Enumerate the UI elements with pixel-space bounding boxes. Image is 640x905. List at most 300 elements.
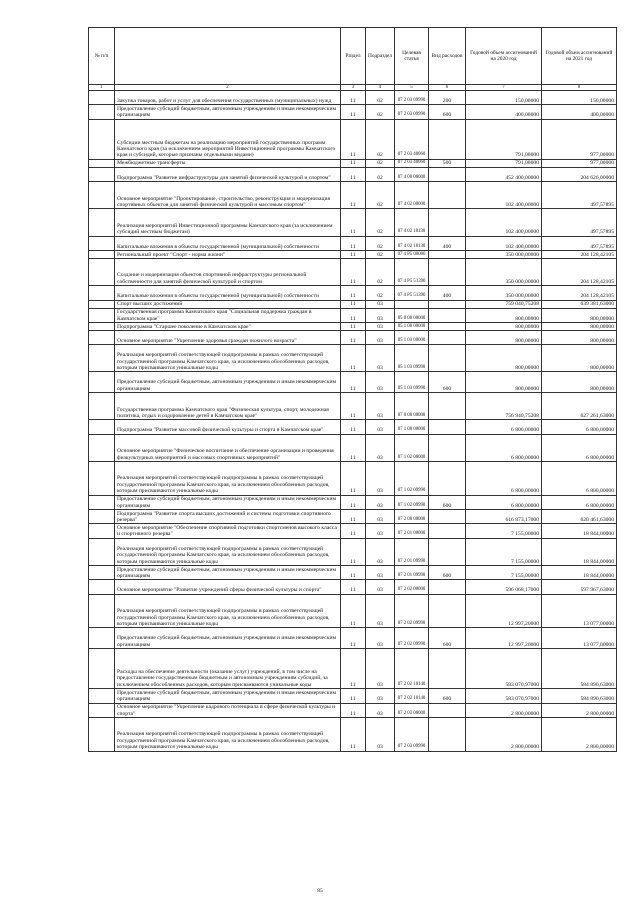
page-number: 85 — [317, 888, 323, 894]
header-name — [115, 28, 341, 85]
row-expense-type-cell: 600 — [429, 105, 466, 119]
row-amount-2021-cell: 400,00000 — [542, 105, 617, 119]
row-expense-type-cell — [429, 703, 466, 717]
row-expense-type-cell — [429, 594, 466, 628]
row-razdel-cell: 11 — [341, 703, 366, 717]
table-row — [89, 420, 617, 434]
table-row — [89, 703, 617, 717]
table-row — [89, 322, 617, 330]
row-target-article-cell: 07 2 02 10140 — [395, 649, 429, 689]
table-row — [89, 105, 617, 119]
row-amount-2020-cell: 102 400,00000 — [466, 236, 542, 250]
row-podrazdel-cell: 03 — [366, 703, 395, 717]
row-target-article-cell: 07 4 02 10130 — [395, 236, 429, 250]
row-razdel-cell: 11 — [341, 322, 366, 330]
row-amount-2020-cell: 150,00000 — [466, 91, 542, 105]
row-expense-type-cell: 600 — [429, 495, 466, 509]
row-podrazdel-cell: 02 — [366, 119, 395, 159]
row-amount-2020-cell: 800,00000 — [466, 322, 542, 330]
row-podrazdel-cell: 03 — [366, 717, 395, 751]
row-num-cell — [89, 594, 115, 628]
row-target-article-cell: 07 4 00 00000 — [395, 167, 429, 181]
row-amount-2020-cell: 791,00000 — [466, 159, 542, 167]
table-row — [89, 308, 617, 322]
row-amount-2021-cell: 18 844,00000 — [542, 524, 617, 538]
row-razdel-cell: 11 — [341, 717, 366, 751]
row-num-cell — [89, 524, 115, 538]
row-razdel-cell: 11 — [341, 167, 366, 181]
row-amount-2020-cell: 350 000,00000 — [466, 286, 542, 300]
row-podrazdel-cell: 03 — [366, 308, 395, 322]
row-podrazdel-cell: 03 — [366, 345, 395, 372]
row-name-cell: Капитальные вложения в объекты государственной (муниципальной) собственности — [115, 286, 341, 300]
row-expense-type-cell — [429, 209, 466, 236]
row-target-article-cell: 07 2 00 00000 — [395, 510, 429, 524]
table-row — [89, 649, 617, 689]
row-expense-type-cell — [429, 322, 466, 330]
row-num-cell — [89, 649, 115, 689]
row-amount-2020-cell: 583 070,97000 — [466, 649, 542, 689]
row-target-article-cell: 05 0 00 00000 — [395, 308, 429, 322]
row-amount-2020-cell: 452 400,00000 — [466, 167, 542, 181]
row-razdel-cell: 11 — [341, 105, 366, 119]
header-year-2020: Годовой объем ассигнований на 2020 год — [466, 28, 542, 85]
table-row — [89, 628, 617, 649]
row-podrazdel-cell: 03 — [366, 420, 395, 434]
row-amount-2021-cell: 800,00000 — [542, 308, 617, 322]
row-target-article-cell: 07 2 03 09990 — [395, 105, 429, 119]
row-num-cell — [89, 250, 115, 258]
row-expense-type-cell — [429, 420, 466, 434]
row-amount-2021-cell: 597 967,63000 — [542, 580, 617, 594]
row-num-cell — [89, 495, 115, 509]
row-podrazdel-cell: 02 — [366, 105, 395, 119]
row-num-cell — [89, 689, 115, 703]
row-num-cell — [89, 167, 115, 181]
table-row — [89, 717, 617, 751]
row-target-article-cell: 07 0 00 00000 — [395, 393, 429, 420]
row-target-article-cell: 05 1 03 09990 — [395, 345, 429, 372]
row-amount-2021-cell: 584 890,63000 — [542, 649, 617, 689]
row-name-cell: Региональный проект "Спорт - норма жизни" — [115, 250, 341, 258]
table-row — [89, 91, 617, 105]
table-row — [89, 286, 617, 300]
row-amount-2020-cell: 800,00000 — [466, 330, 542, 344]
row-podrazdel-cell: 03 — [366, 538, 395, 565]
row-num-cell — [89, 345, 115, 372]
row-razdel-cell: 11 — [341, 434, 366, 461]
row-name-cell: Основное мероприятие "Проектирование, строительство, реконструкция и модернизация спортивных объектов для занятий физической культурой и массовым спортом" — [115, 182, 341, 209]
row-expense-type-cell: 400 — [429, 286, 466, 300]
row-amount-2021-cell: 977,00000 — [542, 159, 617, 167]
row-num-cell — [89, 420, 115, 434]
row-expense-type-cell — [429, 345, 466, 372]
row-expense-type-cell — [429, 580, 466, 594]
row-podrazdel-cell: 03 — [366, 372, 395, 393]
column-number: 2 — [115, 85, 341, 91]
row-expense-type-cell: 500 — [429, 159, 466, 167]
row-name-cell: Спорт высших достижений — [115, 300, 341, 308]
row-podrazdel-cell: 02 — [366, 209, 395, 236]
row-expense-type-cell — [429, 167, 466, 181]
table-row — [89, 182, 617, 209]
row-razdel-cell: 11 — [341, 308, 366, 322]
row-amount-2021-cell: 497,57895 — [542, 182, 617, 209]
header-expense-type: Вид расходов — [429, 28, 466, 85]
row-amount-2020-cell: 800,00000 — [466, 345, 542, 372]
row-razdel-cell: 11 — [341, 495, 366, 509]
row-target-article-cell: 07 2 02 09990 — [395, 628, 429, 649]
column-number: 5 — [395, 85, 429, 91]
row-podrazdel-cell: 03 — [366, 434, 395, 461]
table-row — [89, 330, 617, 344]
row-razdel-cell: 11 — [341, 372, 366, 393]
row-amount-2021-cell: 2 800,00000 — [542, 717, 617, 751]
row-amount-2021-cell: 6 800,00000 — [542, 434, 617, 461]
row-razdel-cell: 11 — [341, 182, 366, 209]
table-row — [89, 538, 617, 565]
row-num-cell — [89, 566, 115, 580]
row-expense-type-cell — [429, 462, 466, 496]
row-amount-2020-cell: 6 800,00000 — [466, 462, 542, 496]
row-podrazdel-cell: 02 — [366, 91, 395, 105]
row-amount-2021-cell: 977,00000 — [542, 119, 617, 159]
row-amount-2020-cell: 7 155,00000 — [466, 566, 542, 580]
row-podrazdel-cell: 02 — [366, 286, 395, 300]
row-target-article-cell: 07 2 03 00000 — [395, 703, 429, 717]
row-num-cell — [89, 372, 115, 393]
table-row — [89, 250, 617, 258]
row-amount-2021-cell: 13 077,00000 — [542, 628, 617, 649]
row-expense-type-cell — [429, 330, 466, 344]
row-amount-2020-cell: 350 000,00000 — [466, 250, 542, 258]
row-target-article-cell: 07 2 01 09990 — [395, 566, 429, 580]
table-row — [89, 524, 617, 538]
row-razdel-cell: 11 — [341, 524, 366, 538]
row-razdel-cell: 11 — [341, 258, 366, 285]
row-num-cell — [89, 330, 115, 344]
row-name-cell: Предоставление субсидий бюджетным, автономным учреждениям и иным некоммерческим организациям — [115, 689, 341, 703]
row-razdel-cell: 11 — [341, 420, 366, 434]
row-podrazdel-cell: 02 — [366, 250, 395, 258]
row-amount-2020-cell: 2 800,00000 — [466, 703, 542, 717]
row-name-cell: Создание и модернизация объектов спортивной инфраструктуры региональной собственности для занятий физической культурой и спортом — [115, 258, 341, 285]
row-num-cell — [89, 308, 115, 322]
row-name-cell: Основное мероприятие "Укрепление кадрового потенциала в сфере физической культуры и спорта" — [115, 703, 341, 717]
row-name-cell: Подпрограмма "Развитие массовой физической культуры и спорта в Камчатском крае" — [115, 420, 341, 434]
row-target-article-cell: 05 1 03 00000 — [395, 330, 429, 344]
row-amount-2020-cell: 616 873,17000 — [466, 510, 542, 524]
row-podrazdel-cell: 02 — [366, 167, 395, 181]
row-target-article-cell: 05 1 00 00000 — [395, 322, 429, 330]
row-target-article-cell: 07 1 02 00000 — [395, 434, 429, 461]
row-amount-2020-cell: 6 800,00000 — [466, 420, 542, 434]
row-expense-type-cell — [429, 393, 466, 420]
row-amount-2021-cell: 800,00000 — [542, 330, 617, 344]
row-amount-2021-cell: 639 381,63000 — [542, 300, 617, 308]
row-amount-2021-cell: 18 844,00000 — [542, 538, 617, 565]
row-razdel-cell: 11 — [341, 236, 366, 250]
row-name-cell: Основное мероприятие "Физическое воспитание и обеспечение организации и проведения физкультурных мероприятий и массовых спортивных мероприятий" — [115, 434, 341, 461]
header-target-article: Целевая статья — [395, 28, 429, 85]
row-num-cell — [89, 580, 115, 594]
row-amount-2020-cell: 6 800,00000 — [466, 495, 542, 509]
row-name-cell: Основное мероприятие "Обеспечение спортивной подготовки спортсменов высокого класса и спортивного резерва" — [115, 524, 341, 538]
row-razdel-cell: 11 — [341, 594, 366, 628]
row-amount-2021-cell: 800,00000 — [542, 322, 617, 330]
row-num-cell — [89, 105, 115, 119]
row-name-cell: Основное мероприятие "Укрепление здоровья граждан пожилого возраста" — [115, 330, 341, 344]
row-target-article-cell: 07 2 02 00000 — [395, 580, 429, 594]
row-amount-2021-cell: 204 128,42105 — [542, 250, 617, 258]
row-target-article-cell: 07 2 03 40060 — [395, 119, 429, 159]
table-row — [89, 495, 617, 509]
table-row — [89, 345, 617, 372]
row-podrazdel-cell: 03 — [366, 580, 395, 594]
column-number: 1 — [89, 85, 115, 91]
row-amount-2020-cell: 400,00000 — [466, 105, 542, 119]
row-target-article-cell: 07 2 01 00000 — [395, 524, 429, 538]
row-razdel-cell: 11 — [341, 209, 366, 236]
row-num-cell — [89, 286, 115, 300]
row-razdel-cell: 11 — [341, 250, 366, 258]
row-podrazdel-cell: 03 — [366, 495, 395, 509]
row-num-cell — [89, 236, 115, 250]
table-row — [89, 594, 617, 628]
row-name-cell: Подпрограмма "Развитие инфраструктуры для занятий физической культурой и спортом" — [115, 167, 341, 181]
row-podrazdel-cell: 03 — [366, 322, 395, 330]
table-row — [89, 580, 617, 594]
row-razdel-cell: 11 — [341, 628, 366, 649]
budget-table-sheet — [88, 27, 616, 752]
row-podrazdel-cell: 02 — [366, 258, 395, 285]
row-amount-2020-cell: 102 400,00000 — [466, 182, 542, 209]
row-expense-type-cell — [429, 182, 466, 209]
row-expense-type-cell: 600 — [429, 372, 466, 393]
row-name-cell: Предоставление субсидий бюджетным, автономным учреждениям и иным некоммерческим организациям — [115, 105, 341, 119]
row-name-cell: Государственная программа Камчатского края "Социальная поддержка граждан в Камчатском крае" — [115, 308, 341, 322]
table-row — [89, 236, 617, 250]
row-num-cell — [89, 717, 115, 751]
column-number: 3 — [341, 85, 366, 91]
row-razdel-cell: 11 — [341, 345, 366, 372]
table-row — [89, 372, 617, 393]
row-amount-2020-cell: 596 068,17000 — [466, 580, 542, 594]
row-name-cell: Реализация мероприятий соответствующей подпрограммы в рамках соответствующей государственной программы Камчатского края, за исключением обособленных расходов, которым присваиваются уникальные коды — [115, 594, 341, 628]
row-target-article-cell: 07 1 02 09990 — [395, 495, 429, 509]
row-podrazdel-cell: 02 — [366, 182, 395, 209]
row-expense-type-cell — [429, 258, 466, 285]
row-amount-2021-cell: 6 800,00000 — [542, 420, 617, 434]
row-razdel-cell: 11 — [341, 538, 366, 565]
row-expense-type-cell — [429, 538, 466, 565]
row-name-cell: Подпрограмма "Развитие спорта высших достижений и системы подготовки спортивного резерва" — [115, 510, 341, 524]
row-podrazdel-cell: 02 — [366, 236, 395, 250]
row-num-cell — [89, 300, 115, 308]
row-name-cell: Реализация мероприятий соответствующей подпрограммы в рамках соответствующей государственной программы Камчатского края, за исключением обособленных расходов, которым присваиваются уникальные коды — [115, 717, 341, 751]
row-name-cell: Предоставление субсидий бюджетным, автономным учреждениям и иным некоммерческим организациям — [115, 372, 341, 393]
row-razdel-cell: 11 — [341, 91, 366, 105]
row-amount-2020-cell: 800,00000 — [466, 308, 542, 322]
table-row — [89, 119, 617, 159]
row-num-cell — [89, 209, 115, 236]
row-name-cell: Реализация мероприятий Инвестиционной программы Камчатского края (за исключением субсидий местным бюджетам) — [115, 209, 341, 236]
row-expense-type-cell: 600 — [429, 628, 466, 649]
row-razdel-cell: 11 — [341, 580, 366, 594]
row-target-article-cell: 07 2 02 10140 — [395, 689, 429, 703]
column-number: 6 — [429, 85, 466, 91]
header-razdel: Раздел — [341, 28, 366, 85]
header-num: № п/п — [89, 28, 115, 85]
table-row — [89, 510, 617, 524]
row-num-cell — [89, 628, 115, 649]
row-num-cell — [89, 510, 115, 524]
row-name-cell: Предоставление субсидий бюджетным, автономным учреждениям и иным некоммерческим организациям — [115, 628, 341, 649]
row-expense-type-cell — [429, 649, 466, 689]
row-target-article-cell: 07 2 03 40060 — [395, 159, 429, 167]
row-target-article-cell: 07 2 03 09990 — [395, 91, 429, 105]
row-razdel-cell: 11 — [341, 689, 366, 703]
row-name-cell: Предоставление субсидий бюджетным, автономным учреждениям и иным некоммерческим организациям — [115, 495, 341, 509]
row-podrazdel-cell: 03 — [366, 330, 395, 344]
row-num-cell — [89, 182, 115, 209]
row-amount-2021-cell: 18 844,00000 — [542, 566, 617, 580]
row-expense-type-cell — [429, 308, 466, 322]
table-row — [89, 167, 617, 181]
row-amount-2020-cell: 102 400,00000 — [466, 209, 542, 236]
row-name-cell: Предоставление субсидий бюджетным, автономным учреждениям и иным некоммерческим организациям — [115, 566, 341, 580]
table-row — [89, 209, 617, 236]
row-name-cell: Реализация мероприятий соответствующей подпрограммы в рамках соответствующей государственной программы Камчатского края, за исключением обособленных расходов, которым присваиваются уникальные коды — [115, 345, 341, 372]
row-razdel-cell: 11 — [341, 330, 366, 344]
row-expense-type-cell — [429, 510, 466, 524]
row-expense-type-cell — [429, 717, 466, 751]
row-amount-2020-cell: 12 997,20000 — [466, 594, 542, 628]
row-num-cell — [89, 119, 115, 159]
row-target-article-cell: 07 4 P5 51390 — [395, 286, 429, 300]
row-razdel-cell: 11 — [341, 566, 366, 580]
row-amount-2020-cell: 12 997,20000 — [466, 628, 542, 649]
header-year-2021: Годовой объем ассигнований на 2021 год — [542, 28, 617, 85]
row-name-cell: Подпрограмма "Старшее поколение в Камчатском крае" — [115, 322, 341, 330]
row-name-cell: Расходы на обеспечение деятельности (оказание услуг) учреждений, в том числе на предоставление государственным бюджетным и автономным учреждениям субсидий, за исключением обособленных расходов, которым присваиваются уникальные коды — [115, 649, 341, 689]
budget-table — [88, 27, 617, 752]
row-amount-2020-cell: 7 155,00000 — [466, 524, 542, 538]
row-podrazdel-cell: 03 — [366, 524, 395, 538]
row-name-cell: Реализация мероприятий соответствующей подпрограммы в рамках соответствующей государственной программы Камчатского края, за исключением обособленных расходов, которым присваиваются уникальные коды — [115, 538, 341, 565]
row-amount-2021-cell: 584 890,63000 — [542, 689, 617, 703]
row-amount-2020-cell: 2 800,00000 — [466, 717, 542, 751]
row-amount-2020-cell: 791,00000 — [466, 119, 542, 159]
row-amount-2020-cell: 759 040,75208 — [466, 300, 542, 308]
row-podrazdel-cell: 03 — [366, 510, 395, 524]
row-num-cell — [89, 462, 115, 496]
row-amount-2021-cell: 204 626,00000 — [542, 167, 617, 181]
row-target-article-cell: 07 1 00 00000 — [395, 420, 429, 434]
row-amount-2021-cell: 800,00000 — [542, 345, 617, 372]
row-razdel-cell: 11 — [341, 300, 366, 308]
row-amount-2020-cell: 583 070,97000 — [466, 689, 542, 703]
row-target-article-cell: 07 4 P5 00000 — [395, 250, 429, 258]
row-amount-2021-cell: 6 800,00000 — [542, 495, 617, 509]
row-podrazdel-cell: 03 — [366, 393, 395, 420]
row-podrazdel-cell: 03 — [366, 628, 395, 649]
row-name-cell: Межбюджетные трансферты — [115, 159, 341, 167]
row-amount-2021-cell: 204 128,42105 — [542, 258, 617, 285]
row-amount-2020-cell: 756 940,75208 — [466, 393, 542, 420]
row-target-article-cell: 07 4 02 10130 — [395, 209, 429, 236]
table-row — [89, 689, 617, 703]
row-num-cell — [89, 159, 115, 167]
row-amount-2021-cell: 627 261,63000 — [542, 393, 617, 420]
row-num-cell — [89, 258, 115, 285]
row-name-cell: Капитальные вложения в объекты государственной (муниципальной) собственности — [115, 236, 341, 250]
row-podrazdel-cell: 03 — [366, 689, 395, 703]
row-amount-2020-cell: 7 155,00000 — [466, 538, 542, 565]
row-amount-2021-cell: 497,57895 — [542, 209, 617, 236]
column-number: 8 — [542, 85, 617, 91]
row-podrazdel-cell: 03 — [366, 594, 395, 628]
row-num-cell — [89, 393, 115, 420]
row-amount-2021-cell: 800,00000 — [542, 372, 617, 393]
row-razdel-cell: 11 — [341, 159, 366, 167]
row-razdel-cell: 11 — [341, 462, 366, 496]
row-podrazdel-cell: 03 — [366, 566, 395, 580]
row-amount-2021-cell: 150,00000 — [542, 91, 617, 105]
row-name-cell: Государственная программа Камчатского края "Физическая культура, спорт, молодежная политика, отдых и оздоровление детей в Камчатском крае" — [115, 393, 341, 420]
row-expense-type-cell: 200 — [429, 91, 466, 105]
row-expense-type-cell — [429, 300, 466, 308]
row-podrazdel-cell: 03 — [366, 649, 395, 689]
row-razdel-cell: 11 — [341, 286, 366, 300]
row-target-article-cell — [395, 300, 429, 308]
row-num-cell — [89, 538, 115, 565]
row-amount-2021-cell: 204 128,42105 — [542, 286, 617, 300]
row-target-article-cell: 07 2 01 09990 — [395, 538, 429, 565]
row-name-cell: Субсидии местным бюджетам на реализацию мероприятий государственных программ Камчатского края (за исключением мероприятий Инвестиционной программы Камчатского края и субсидий, которые признаны отдельными видами) — [115, 119, 341, 159]
table-row — [89, 393, 617, 420]
table-row — [89, 300, 617, 308]
table-row — [89, 462, 617, 496]
row-num-cell — [89, 703, 115, 717]
table-row — [89, 159, 617, 167]
row-expense-type-cell — [429, 524, 466, 538]
row-name-cell: Основное мероприятие "Развитие учреждений сферы физической культуры и спорта" — [115, 580, 341, 594]
row-expense-type-cell — [429, 434, 466, 461]
row-amount-2020-cell: 800,00000 — [466, 372, 542, 393]
row-razdel-cell: 11 — [341, 649, 366, 689]
row-razdel-cell: 11 — [341, 393, 366, 420]
row-num-cell — [89, 91, 115, 105]
table-row — [89, 434, 617, 461]
row-razdel-cell: 11 — [341, 510, 366, 524]
row-amount-2020-cell: 6 800,00000 — [466, 434, 542, 461]
row-num-cell — [89, 434, 115, 461]
row-num-cell — [89, 322, 115, 330]
row-target-article-cell: 07 4 P5 51390 — [395, 258, 429, 285]
row-amount-2021-cell: 497,57895 — [542, 236, 617, 250]
row-expense-type-cell: 400 — [429, 236, 466, 250]
column-number: 7 — [466, 85, 542, 91]
row-podrazdel-cell: 03 — [366, 462, 395, 496]
row-target-article-cell: 07 4 02 00000 — [395, 182, 429, 209]
row-amount-2021-cell: 13 077,00000 — [542, 594, 617, 628]
table-row — [89, 258, 617, 285]
row-podrazdel-cell: 02 — [366, 159, 395, 167]
table-row — [89, 566, 617, 580]
row-amount-2021-cell: 2 800,00000 — [542, 703, 617, 717]
row-target-article-cell: 07 2 02 09990 — [395, 594, 429, 628]
